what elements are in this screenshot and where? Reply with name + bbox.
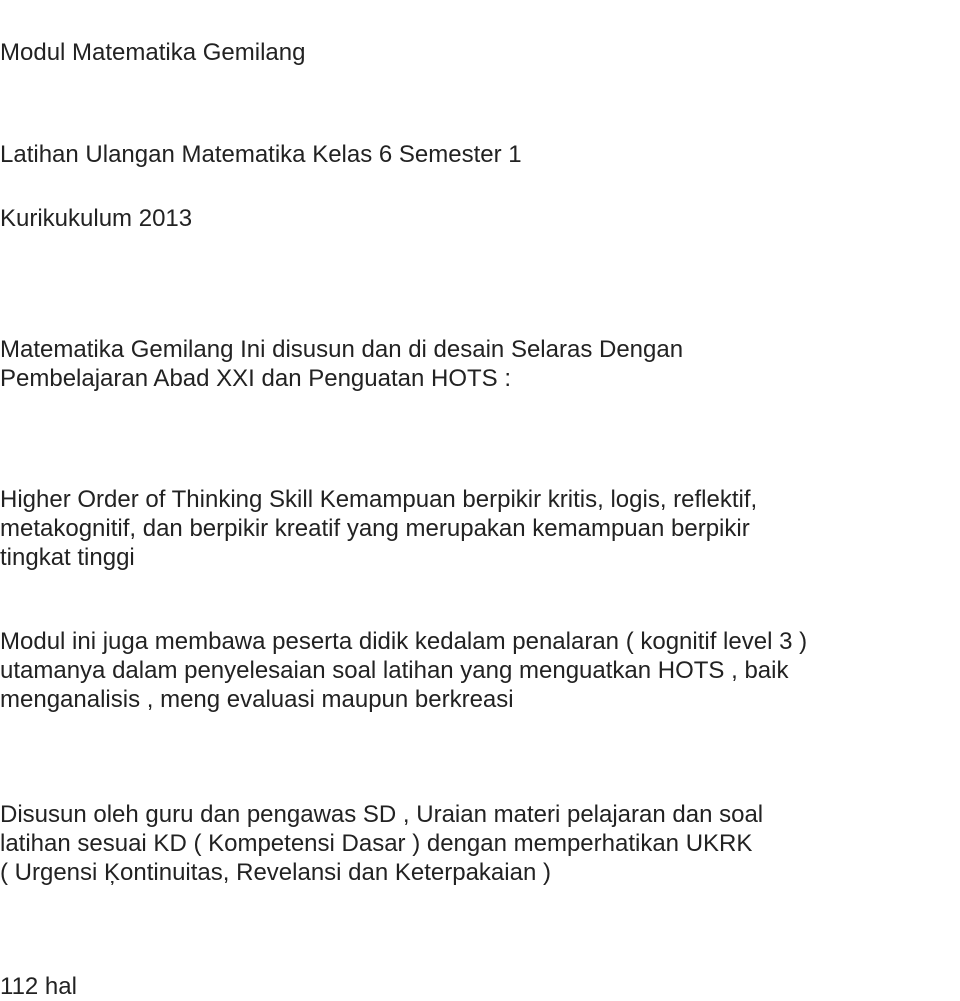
page-count: 112 hal bbox=[0, 973, 77, 1000]
document-title: Modul Matematika Gemilang bbox=[0, 39, 306, 66]
authors-paragraph: Disusun oleh guru dan pengawas SD , Uraian materi pelajaran dan soal latihan sesuai KD ( Kompetensi Dasar ) dengan memperhatikan UKRK ( Urgensi Ķontinuitas, Revelansi dan Keterpakaian ) bbox=[0, 801, 764, 886]
reasoning-paragraph: Modul ini juga membawa peserta didik kedalam penalaran ( kognitif level 3 ) utamanya dalam penyelesaian soal latihan yang menguatkan HOTS , baik menganalisis , meng evaluasi maupun berkreasi bbox=[0, 628, 808, 713]
document-subtitle: Latihan Ulangan Matematika Kelas 6 Semester 1 bbox=[0, 141, 522, 168]
hots-definition-paragraph: Higher Order of Thinking Skill Kemampuan berpikir kritis, logis, reflektif, metakognitif, dan berpikir kreatif yang merupakan kemampuan berpikir tingkat tinggi bbox=[0, 486, 758, 571]
intro-paragraph: Matematika Gemilang Ini disusun dan di desain Selaras Dengan Pembelajaran Abad XXI dan Penguatan HOTS : bbox=[0, 336, 684, 392]
curriculum-text: Kurikukulum 2013 bbox=[0, 205, 193, 232]
